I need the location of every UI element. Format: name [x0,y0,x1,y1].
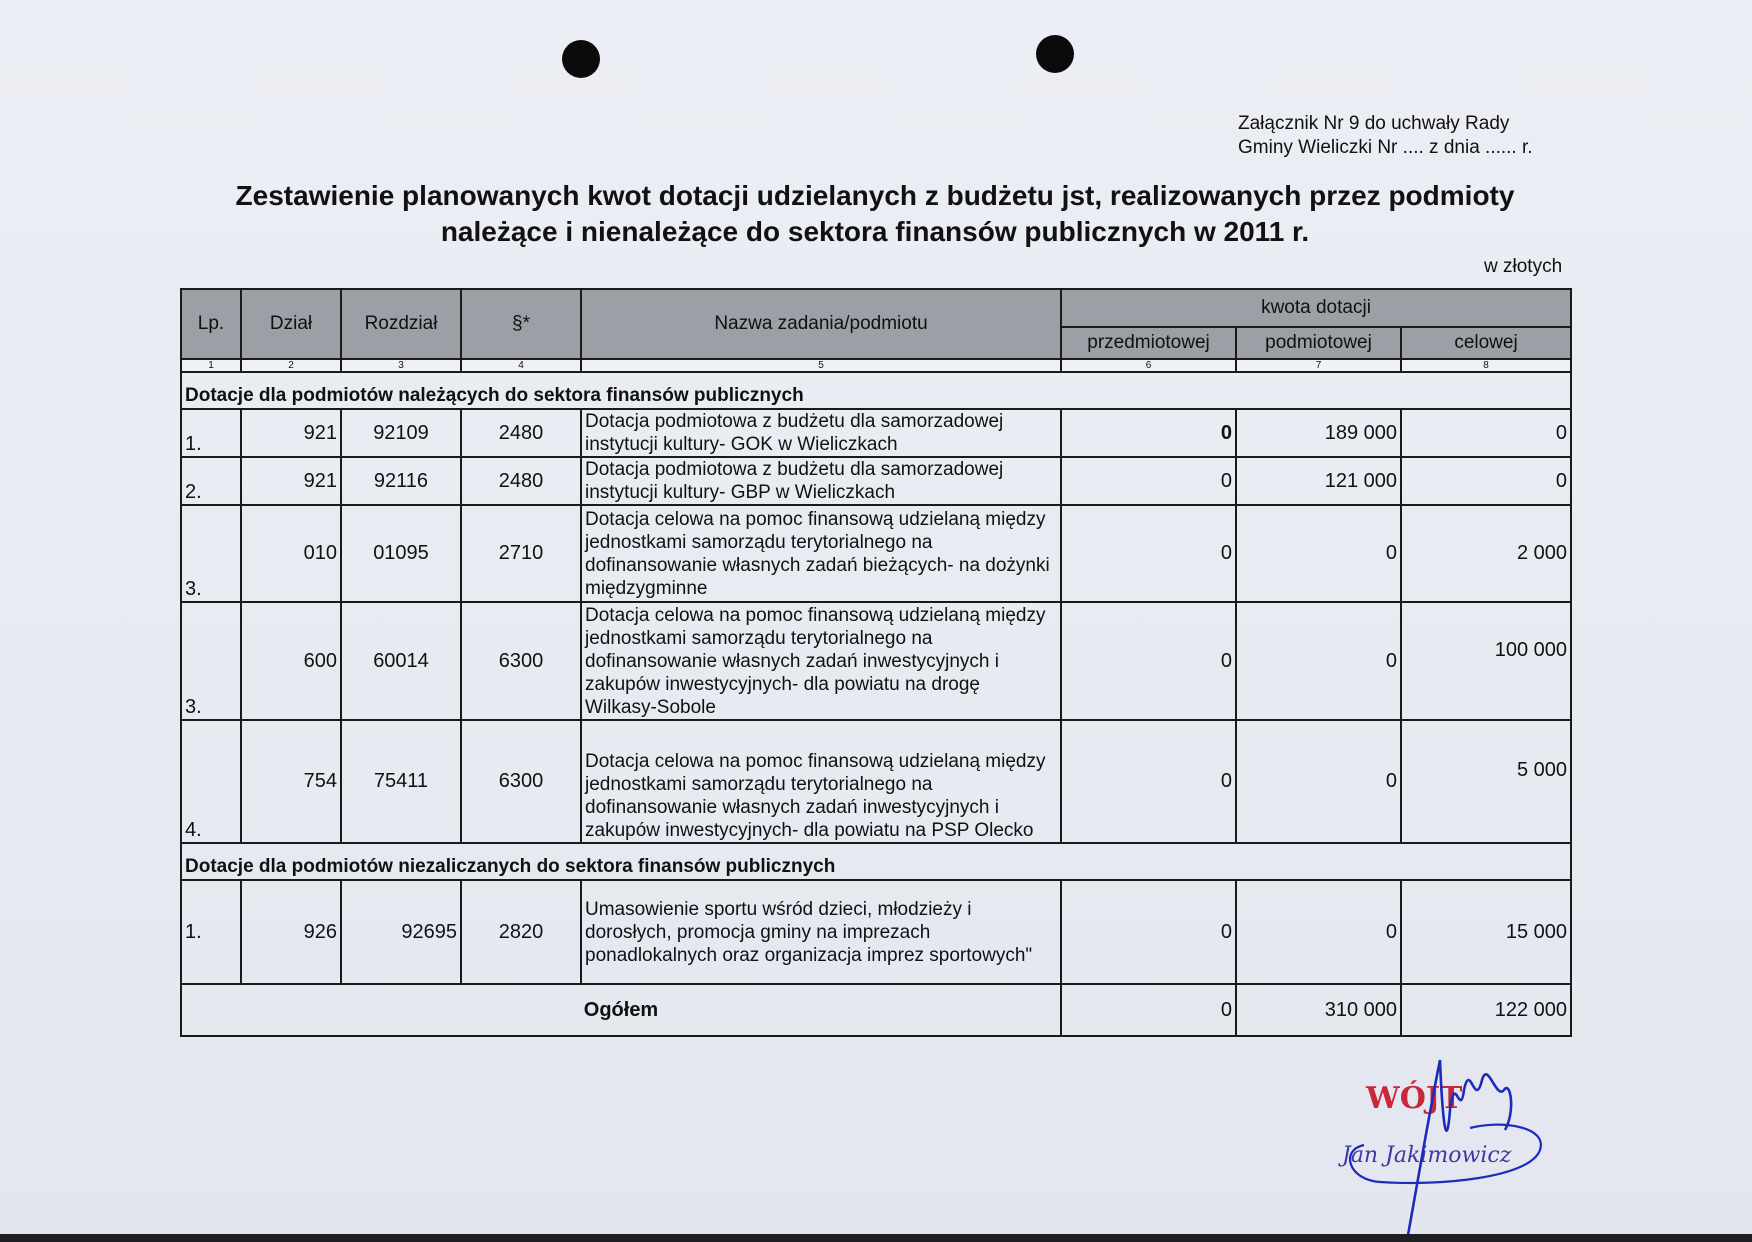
table-row [181,720,1571,843]
column-number: 6 [1061,359,1236,372]
cell-przedmiotowej: 0 [1061,602,1236,720]
cell-nazwa: Dotacja celowa na pomoc finansową udzielaną między jednostkami samorządu terytorialnego na dofinansowanie własnych zadań inwestycyjnych i zakupów inwestycyjnych- dla powiatu na PSP Olecko [581,720,1061,843]
cell-podmiotowej: 0 [1236,602,1401,720]
column-number: 7 [1236,359,1401,372]
cell-lp: 4. [181,720,241,843]
header-kwota: kwota dotacji [1061,289,1571,327]
cell-celowej: 15 000 [1401,880,1571,984]
cell-rozdzial: 75411 [341,720,461,843]
cell-dzial: 921 [241,457,341,505]
cell-przedmiotowej: 0 [1061,409,1236,457]
header-rozdzial: Rozdział [341,289,461,359]
column-numbers-row [181,359,1571,372]
annex-line-2: Gminy Wieliczki Nr .... z dnia ...... r. [1238,137,1533,158]
cell-paragraf: 2710 [461,505,581,602]
section-header-row [181,372,1571,409]
cell-celowej: 2 000 [1401,505,1571,602]
cell-dzial: 921 [241,409,341,457]
cell-paragraf: 2820 [461,880,581,984]
section-title: Dotacje dla podmiotów niezaliczanych do sektora finansów publicznych [181,843,1571,880]
total-celowej: 122 000 [1401,984,1571,1036]
cell-lp: 3. [181,602,241,720]
cell-paragraf: 6300 [461,602,581,720]
cell-podmiotowej: 0 [1236,505,1401,602]
cell-lp: 2. [181,457,241,505]
header-dzial: Dział [241,289,341,359]
cell-lp: 1. [181,880,241,984]
table-row [181,457,1571,505]
column-number: 3 [341,359,461,372]
table-row [181,409,1571,457]
title-line-2: należące i nienależące do sektora finansów publicznych w 2011 r. [440,216,1310,247]
table-row [181,505,1571,602]
header-nazwa: Nazwa zadania/podmiotu [581,289,1061,359]
total-podmiotowej: 310 000 [1236,984,1401,1036]
cell-przedmiotowej: 0 [1061,505,1236,602]
grants-table [180,288,1572,1037]
cell-rozdzial: 92109 [341,409,461,457]
cell-lp: 3. [181,505,241,602]
cell-przedmiotowej: 0 [1061,880,1236,984]
cell-przedmiotowej: 0 [1061,457,1236,505]
cell-podmiotowej: 0 [1236,880,1401,984]
cell-dzial: 926 [241,880,341,984]
stamp-text: WÓJT [1366,1081,1463,1116]
cell-celowej: 100 000 [1401,602,1571,720]
table-row [181,880,1571,984]
cell-dzial: 600 [241,602,341,720]
section-header-row [181,843,1571,880]
title-line-1: Zestawienie planowanych kwot dotacji udzielanych z budżetu jst, realizowanych przez podmioty [235,180,1515,211]
header-lp: Lp. [181,289,241,359]
cell-rozdzial: 01095 [341,505,461,602]
document-title [200,178,1550,250]
table-row [181,602,1571,720]
header-paragraf: §* [461,289,581,359]
column-number: 2 [241,359,341,372]
stamp-name: Jan Jakimowicz [1342,1143,1512,1168]
section-title: Dotacje dla podmiotów należących do sektora finansów publicznych [181,372,1571,409]
column-number: 8 [1401,359,1571,372]
header-celowej: celowej [1401,327,1571,359]
annex-note [1238,112,1533,160]
cell-paragraf: 2480 [461,409,581,457]
cell-paragraf: 2480 [461,457,581,505]
cell-nazwa: Dotacja podmiotowa z budżetu dla samorzadowej instytucji kultury- GBP w Wieliczkach [581,457,1061,505]
cell-nazwa: Dotacja celowa na pomoc finansową udzielaną między jednostkami samorządu terytorialnego na dofinansowanie własnych zadań inwestycyjnych i zakupów inwestycyjnych- dla powiatu na drogę Wilkasy-Sobole [581,602,1061,720]
cell-nazwa: Dotacja celowa na pomoc finansową udzielaną między jednostkami samorządu terytorialnego na dofinansowanie własnych zadań bieżących- na dożynki międzygminne [581,505,1061,602]
currency-unit: w złotych [1484,256,1563,277]
header-przedmiotowej: przedmiotowej [1061,327,1236,359]
punch-hole [562,40,600,78]
signature-stamp [1300,1050,1600,1240]
cell-celowej: 0 [1401,409,1571,457]
column-number: 5 [581,359,1061,372]
cell-podmiotowej: 189 000 [1236,409,1401,457]
total-row [181,984,1571,1036]
cell-celowej: 5 000 [1401,720,1571,843]
punch-hole [1036,35,1074,73]
annex-line-1: Załącznik Nr 9 do uchwały Rady [1238,113,1510,134]
cell-rozdzial: 92116 [341,457,461,505]
cell-dzial: 754 [241,720,341,843]
cell-nazwa: Dotacja podmiotowa z budżetu dla samorzadowej instytucji kultury- GOK w Wieliczkach [581,409,1061,457]
column-number: 4 [461,359,581,372]
cell-paragraf: 6300 [461,720,581,843]
cell-rozdzial: 60014 [341,602,461,720]
cell-podmiotowej: 121 000 [1236,457,1401,505]
cell-lp: 1. [181,409,241,457]
scan-edge [0,1234,1752,1242]
header-podmiotowej: podmiotowej [1236,327,1401,359]
cell-nazwa: Umasowienie sportu wśród dzieci, młodzieży i dorosłych, promocja gminy na imprezach ponadlokalnych oraz organizacja imprez sportowych" [581,880,1061,984]
cell-przedmiotowej: 0 [1061,720,1236,843]
cell-rozdzial: 92695 [341,880,461,984]
cell-celowej: 0 [1401,457,1571,505]
cell-dzial: 010 [241,505,341,602]
total-przedmiotowej: 0 [1061,984,1236,1036]
column-number: 1 [181,359,241,372]
cell-podmiotowej: 0 [1236,720,1401,843]
total-label: Ogółem [181,984,1061,1036]
